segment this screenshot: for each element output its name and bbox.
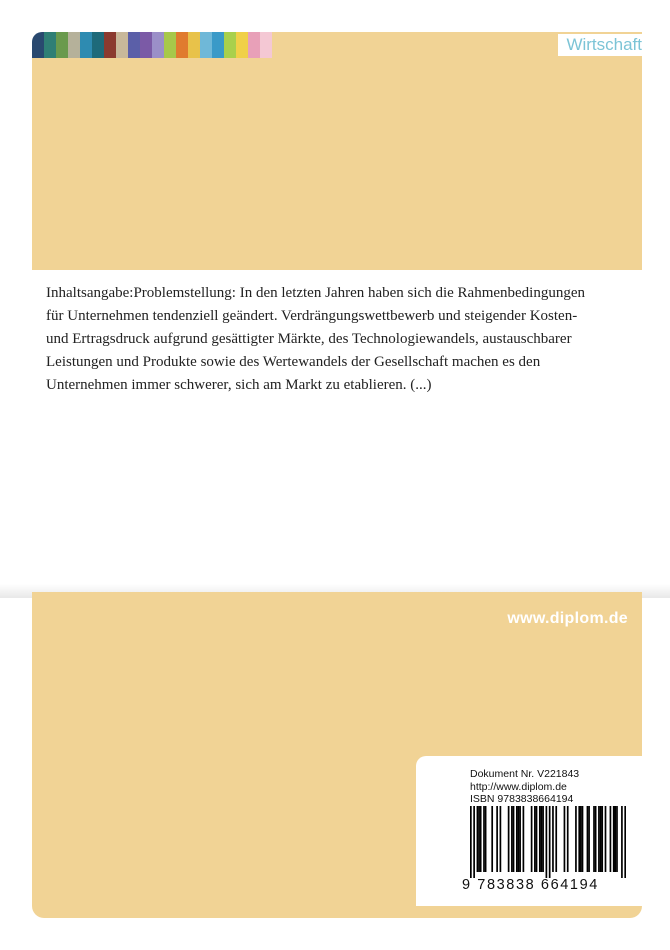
description-line: für Unternehmen tendenziell geändert. Verdrängungswettbewerb und steigender Kosten- — [46, 308, 578, 324]
barcode-bar — [624, 806, 626, 878]
barcode-bar — [600, 806, 602, 872]
description-line: Inhaltsangabe:Problemstellung: In den letzten Jahren haben sich die Rahmenbedingungen — [46, 285, 586, 301]
color-stripe — [248, 32, 260, 58]
barcode-bar — [531, 806, 533, 872]
barcode-bar — [496, 806, 498, 872]
top-color-panel — [32, 32, 642, 270]
color-stripe — [80, 32, 92, 58]
barcode-bar — [473, 806, 475, 878]
color-stripe — [236, 32, 248, 58]
barcode-bar — [542, 806, 544, 872]
barcode-bar — [567, 806, 569, 872]
barcode-bar — [588, 806, 590, 872]
barcode-bar — [546, 806, 548, 878]
barcode-bar — [470, 806, 472, 878]
description-line: Unternehmen immer schwerer, sich am Markt zu etablieren. (...) — [46, 377, 432, 393]
color-stripe — [32, 32, 44, 58]
color-stripe — [128, 32, 140, 58]
barcode-bar — [480, 806, 482, 872]
color-stripe — [200, 32, 212, 58]
barcode-bar — [615, 806, 617, 872]
color-stripe — [140, 32, 152, 58]
barcode-bar — [552, 806, 554, 872]
description-line: und Ertragsdruck aufgrund gesättigter Märkte, des Technologiewandels, austauschbarer — [46, 331, 572, 347]
barcode-bar — [593, 806, 595, 872]
barcode-bar — [555, 806, 557, 872]
color-stripe — [152, 32, 164, 58]
color-stripe — [224, 32, 236, 58]
color-stripe — [104, 32, 116, 58]
barcode-bar — [613, 806, 615, 872]
barcode-bar — [508, 806, 510, 872]
barcode-bar — [477, 806, 479, 872]
color-stripe — [188, 32, 200, 58]
color-stripe — [212, 32, 224, 58]
document-url: http://www.diplom.de — [470, 780, 567, 793]
barcode-bar — [564, 806, 566, 872]
barcode-bar — [491, 806, 493, 872]
barcode — [470, 806, 626, 878]
color-stripes — [32, 32, 272, 58]
isbn: ISBN 9783838664194 — [470, 793, 574, 805]
barcode-bar — [601, 806, 603, 872]
description-text — [46, 282, 624, 397]
color-stripe — [92, 32, 104, 58]
barcode-bar — [582, 806, 584, 872]
barcode-bar — [534, 806, 536, 872]
barcode-box — [416, 756, 642, 906]
color-stripe — [164, 32, 176, 58]
barcode-bar — [478, 806, 480, 872]
document-number: Dokument Nr. V221843 — [470, 768, 580, 780]
barcode-bar — [483, 806, 485, 872]
color-stripe — [176, 32, 188, 58]
barcode-bar — [536, 806, 538, 872]
publisher-url: www.diplom.de — [507, 610, 628, 627]
barcode-bar — [518, 806, 520, 872]
barcode-bar — [595, 806, 597, 872]
barcode-bar — [519, 806, 521, 872]
barcode-bar — [516, 806, 518, 872]
color-stripe — [116, 32, 128, 58]
barcode-bar — [523, 806, 525, 872]
barcode-bar — [621, 806, 623, 878]
barcode-bar — [598, 806, 600, 872]
description-line: Leistungen und Produkte sowie des Wertewandels der Gesellschaft machen es den — [46, 354, 541, 370]
barcode-bar — [580, 806, 582, 872]
barcode-bar — [587, 806, 589, 872]
barcode-bar — [549, 806, 551, 878]
document-info — [470, 768, 579, 806]
color-stripe — [68, 32, 80, 58]
barcode-digits: 9 783838 664194 — [462, 877, 599, 893]
barcode-bar — [616, 806, 618, 872]
barcode-bar — [610, 806, 612, 872]
barcode-bar — [513, 806, 515, 872]
barcode-bar — [500, 806, 502, 872]
barcode-bar — [485, 806, 487, 872]
barcode-bar — [605, 806, 607, 872]
color-stripe — [44, 32, 56, 58]
category-label: Wirtschaft — [558, 34, 642, 56]
barcode-bar — [541, 806, 543, 872]
barcode-bar — [511, 806, 513, 872]
barcode-bar — [539, 806, 541, 872]
color-stripe — [260, 32, 272, 58]
barcode-bar — [578, 806, 580, 872]
barcode-bar — [575, 806, 577, 872]
color-stripe — [56, 32, 68, 58]
